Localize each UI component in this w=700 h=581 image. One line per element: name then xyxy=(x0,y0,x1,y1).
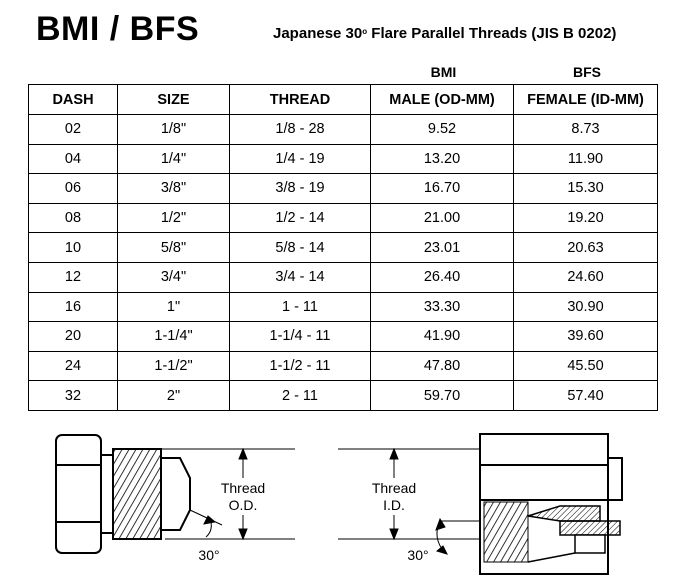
cell-size: 1" xyxy=(118,292,230,322)
cell-dash: 04 xyxy=(29,144,118,174)
fitting-diagrams xyxy=(0,420,700,581)
female-dimension-lines xyxy=(338,449,480,554)
cell-size: 3/8" xyxy=(118,174,230,204)
cell-male-od: 59.70 xyxy=(371,381,514,411)
cell-male-od: 47.80 xyxy=(371,351,514,381)
cell-male-od: 21.00 xyxy=(371,203,514,233)
column-header-male-od: MALE (OD-MM) xyxy=(371,85,514,115)
cell-female-id: 57.40 xyxy=(514,381,658,411)
cell-dash: 12 xyxy=(29,262,118,292)
table-row xyxy=(29,351,658,381)
cell-thread: 1/8 - 28 xyxy=(230,115,371,145)
table-row xyxy=(29,322,658,352)
cell-dash: 02 xyxy=(29,115,118,145)
page-title: BMI / BFS xyxy=(36,10,200,48)
table-row xyxy=(29,203,658,233)
cell-dash: 06 xyxy=(29,174,118,204)
bfs-group-header: BFS xyxy=(573,64,601,80)
cell-female-id: 8.73 xyxy=(514,115,658,145)
cell-dash: 10 xyxy=(29,233,118,263)
cell-dash: 32 xyxy=(29,381,118,411)
cell-thread: 1/4 - 19 xyxy=(230,144,371,174)
cell-female-id: 39.60 xyxy=(514,322,658,352)
table-row xyxy=(29,262,658,292)
female-bfs-fitting-drawing xyxy=(480,434,622,574)
cell-female-id: 24.60 xyxy=(514,262,658,292)
table-row xyxy=(29,381,658,411)
cell-thread: 1/2 - 14 xyxy=(230,203,371,233)
subtitle-standard: Flare Parallel Threads (JIS B 0202) xyxy=(367,25,617,42)
cell-size: 1/4" xyxy=(118,144,230,174)
cell-female-id: 30.90 xyxy=(514,292,658,322)
cell-female-id: 20.63 xyxy=(514,233,658,263)
bmi-group-header: BMI xyxy=(430,64,457,80)
cell-male-od: 41.90 xyxy=(371,322,514,352)
cell-thread: 5/8 - 14 xyxy=(230,233,371,263)
female-thread-section xyxy=(484,502,528,562)
page-subtitle xyxy=(273,25,616,42)
cell-male-od: 33.30 xyxy=(371,292,514,322)
subtitle-text: Japanese 30 xyxy=(273,25,363,42)
cell-size: 1/2" xyxy=(118,203,230,233)
cell-female-id: 15.30 xyxy=(514,174,658,204)
table-row xyxy=(29,115,658,145)
table-row xyxy=(29,233,658,263)
cell-size: 1-1/4" xyxy=(118,322,230,352)
cell-size: 1-1/2" xyxy=(118,351,230,381)
male-od-label: O.D. xyxy=(228,497,258,513)
cell-thread: 3/4 - 14 xyxy=(230,262,371,292)
cell-size: 3/4" xyxy=(118,262,230,292)
cell-female-id: 11.90 xyxy=(514,144,658,174)
cell-dash: 16 xyxy=(29,292,118,322)
cell-size: 5/8" xyxy=(118,233,230,263)
cell-female-id: 45.50 xyxy=(514,351,658,381)
cell-male-od: 23.01 xyxy=(371,233,514,263)
cell-male-od: 26.40 xyxy=(371,262,514,292)
thread-spec-table xyxy=(28,84,658,411)
table-row xyxy=(29,292,658,322)
male-hex-body xyxy=(56,435,101,553)
table-header-row xyxy=(29,85,658,115)
male-flare-cone xyxy=(161,458,190,530)
cell-male-od: 13.20 xyxy=(371,144,514,174)
cell-thread: 3/8 - 19 xyxy=(230,174,371,204)
female-angle-label: 30° xyxy=(407,547,429,563)
male-bmi-fitting-drawing xyxy=(56,435,190,553)
table-row xyxy=(29,144,658,174)
male-thread-section xyxy=(113,449,161,539)
cell-male-od: 16.70 xyxy=(371,174,514,204)
cell-thread: 1-1/4 - 11 xyxy=(230,322,371,352)
cell-male-od: 9.52 xyxy=(371,115,514,145)
female-id-label: I.D. xyxy=(383,497,405,513)
cell-female-id: 19.20 xyxy=(514,203,658,233)
male-thread-label: Thread xyxy=(220,480,266,496)
column-header-thread: THREAD xyxy=(230,85,371,115)
cell-dash: 08 xyxy=(29,203,118,233)
cell-dash: 24 xyxy=(29,351,118,381)
degree-mark: o xyxy=(362,27,368,36)
column-header-size: SIZE xyxy=(118,85,230,115)
table-row xyxy=(29,174,658,204)
column-header-female-id: FEMALE (ID-MM) xyxy=(514,85,658,115)
male-angle-label: 30° xyxy=(198,547,220,563)
cell-dash: 20 xyxy=(29,322,118,352)
cell-size: 2" xyxy=(118,381,230,411)
cell-thread: 1-1/2 - 11 xyxy=(230,351,371,381)
cell-thread: 1 - 11 xyxy=(230,292,371,322)
female-thread-label: Thread xyxy=(371,480,417,496)
cell-size: 1/8" xyxy=(118,115,230,145)
cell-thread: 2 - 11 xyxy=(230,381,371,411)
column-header-dash: DASH xyxy=(29,85,118,115)
